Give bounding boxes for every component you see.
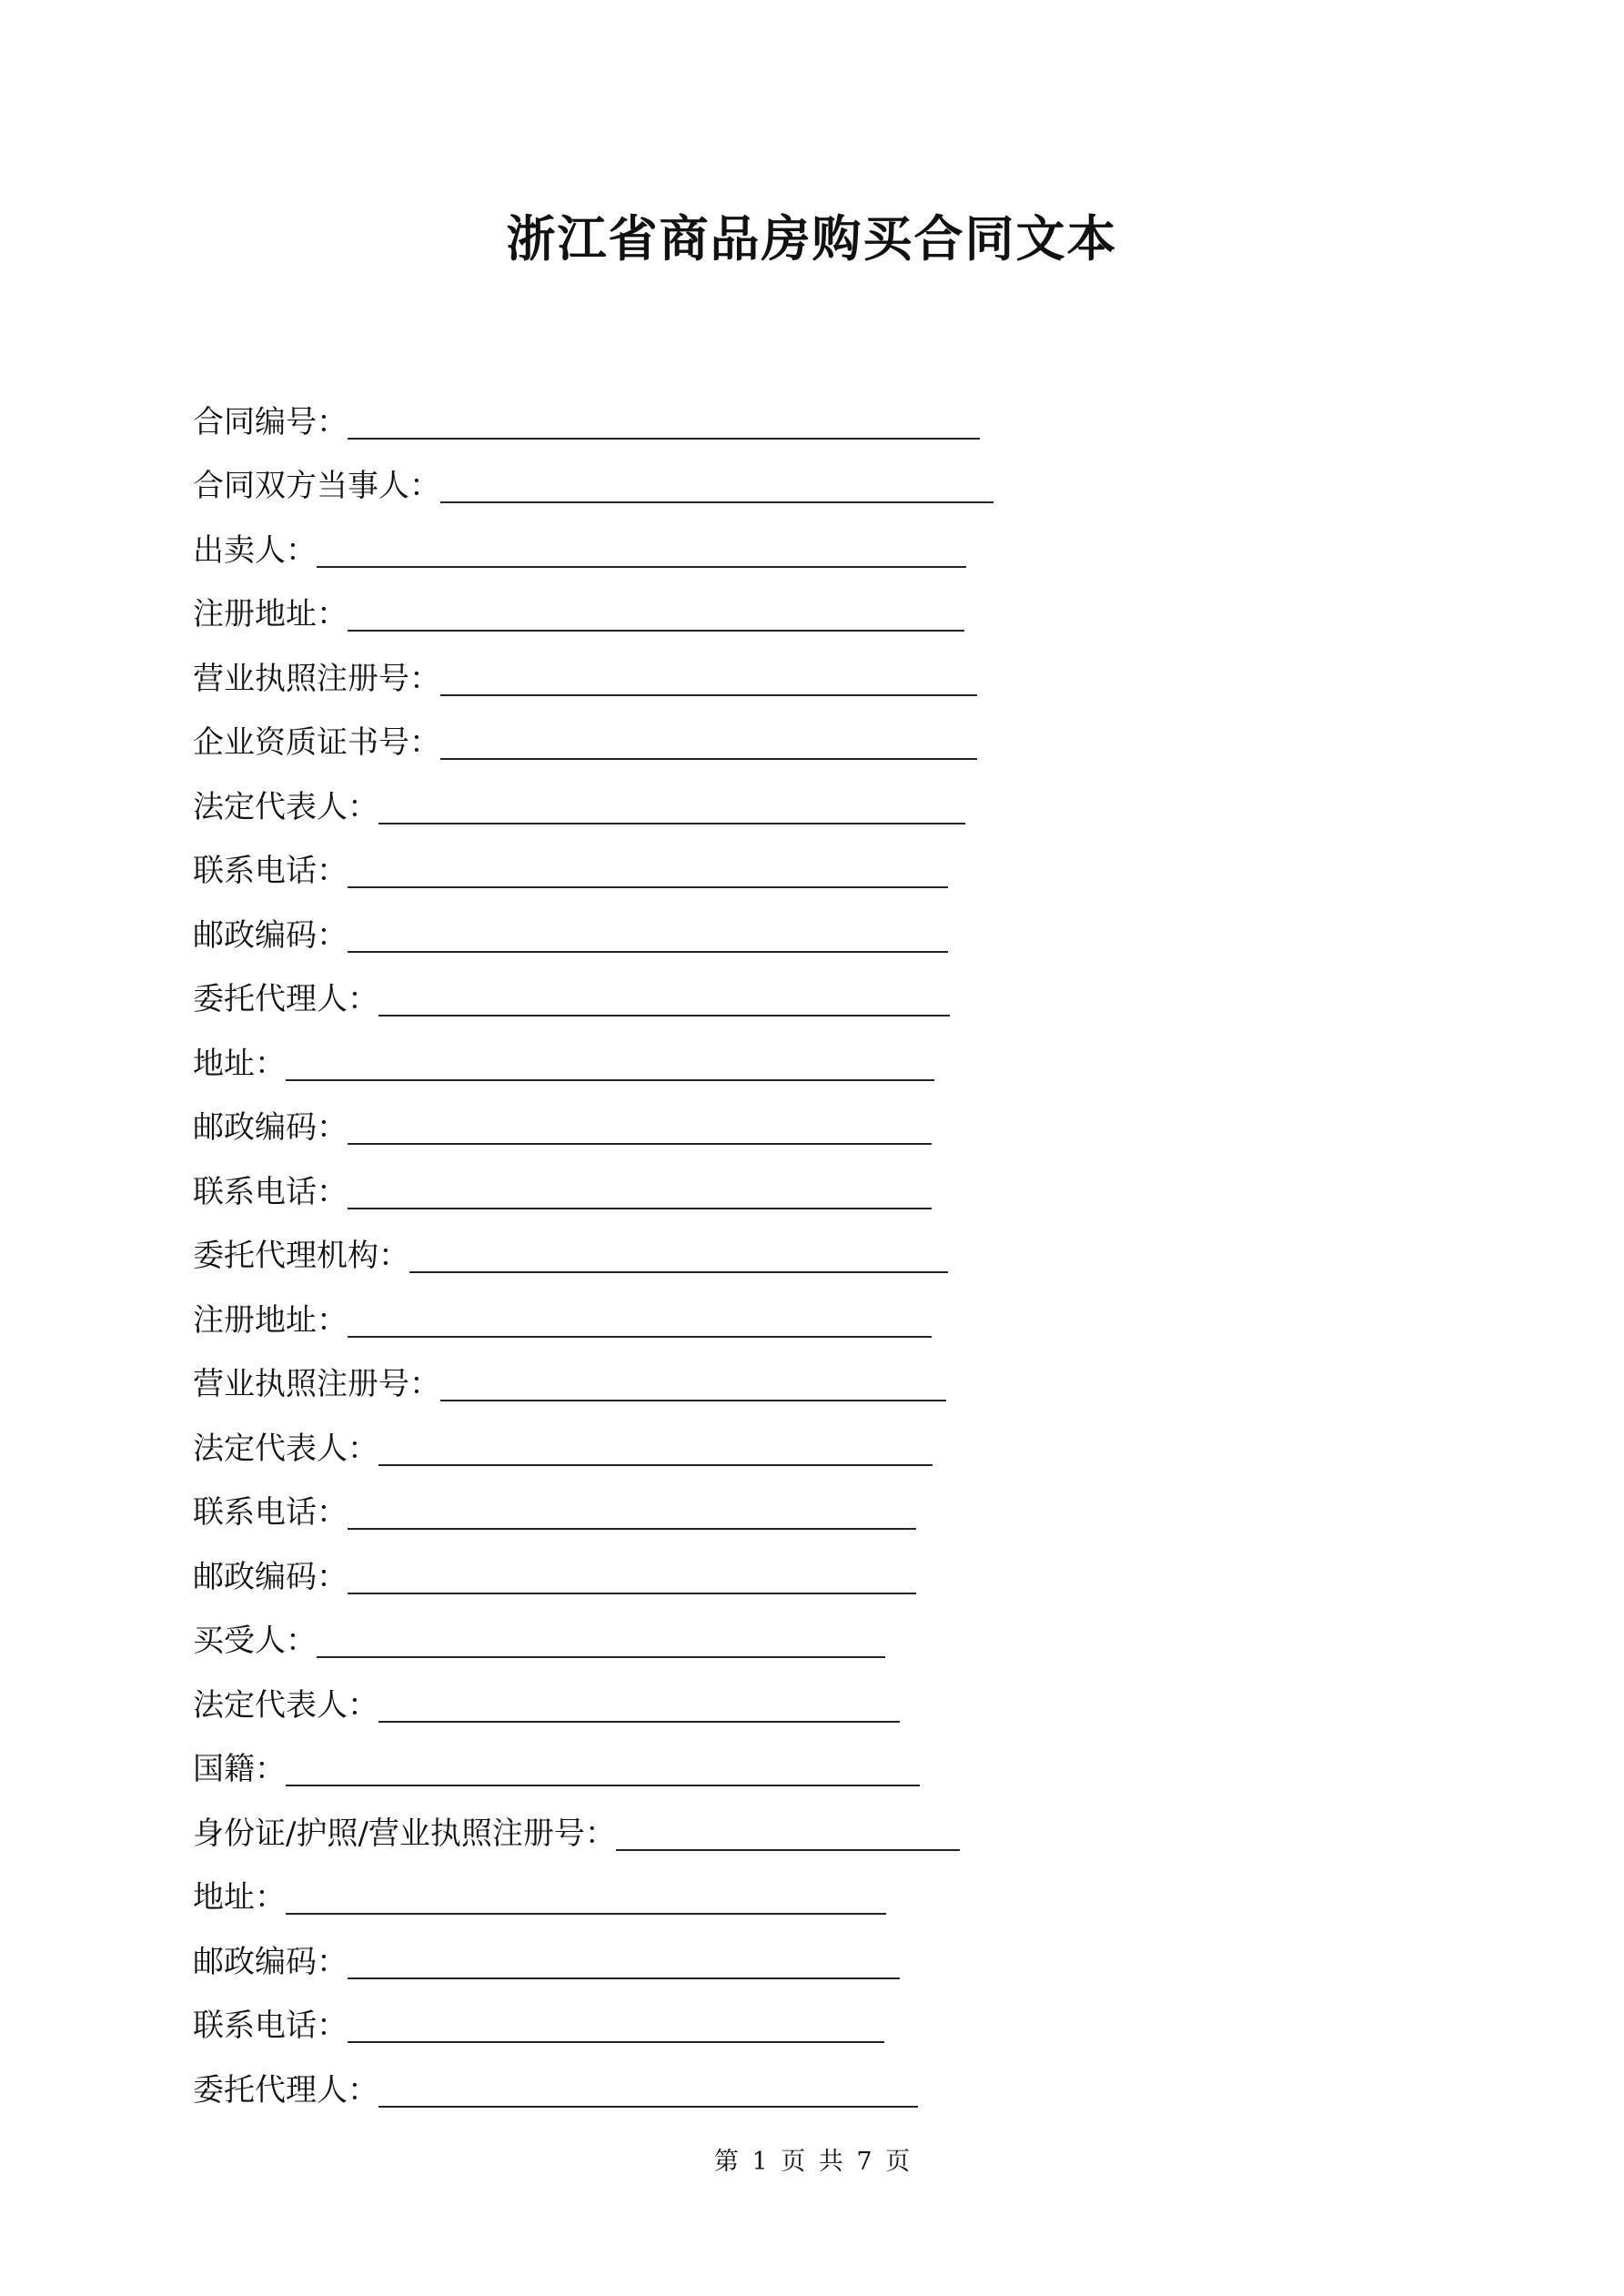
- field-buyer-agent: [193, 2048, 1467, 2113]
- blank-line-input[interactable]: [348, 1495, 916, 1530]
- field-buyer-phone: [193, 1985, 1467, 2049]
- field-agency-legal-representative: [193, 1407, 1467, 1472]
- field-agency: [193, 1215, 1467, 1279]
- field-label: 法定代表人：: [193, 788, 378, 825]
- blank-line-input[interactable]: [348, 1560, 916, 1594]
- blank-line-input[interactable]: [378, 1688, 900, 1723]
- blank-line-input[interactable]: [286, 1752, 920, 1786]
- field-agency-phone: [193, 1472, 1467, 1536]
- field-seller-phone: [193, 830, 1467, 895]
- field-agency-license-number: [193, 1343, 1467, 1408]
- field-seller-agent: [193, 958, 1467, 1023]
- field-label: 注册地址：: [193, 1301, 348, 1339]
- field-seller-registered-address: [193, 573, 1467, 638]
- blank-line-input[interactable]: [378, 790, 965, 824]
- blank-line-input[interactable]: [348, 2008, 884, 2043]
- field-contract-parties: [193, 445, 1467, 510]
- field-label: 邮政编码：: [193, 916, 348, 954]
- blank-line-input[interactable]: [348, 405, 980, 440]
- field-label: 注册地址：: [193, 596, 348, 632]
- field-label: 邮政编码：: [193, 1943, 348, 1980]
- blank-line-input[interactable]: [348, 1945, 900, 1979]
- blank-line-input[interactable]: [378, 1431, 933, 1466]
- field-label: 委托代理人：: [193, 2071, 378, 2109]
- blank-line-input[interactable]: [440, 662, 977, 696]
- field-label: 法定代表人：: [193, 1686, 378, 1724]
- blank-line-input[interactable]: [317, 533, 966, 568]
- field-label: 联系电话：: [193, 2008, 348, 2044]
- field-buyer-postcode: [193, 1920, 1467, 1985]
- blank-line-input[interactable]: [348, 1303, 932, 1338]
- field-label: 企业资质证书号：: [193, 724, 440, 761]
- blank-line-input[interactable]: [440, 1367, 946, 1401]
- blank-line-input[interactable]: [440, 469, 994, 503]
- field-seller-postcode: [193, 894, 1467, 958]
- field-label: 营业执照注册号：: [193, 1366, 440, 1402]
- party-info-form: [193, 380, 1467, 2113]
- field-seller-license-number: [193, 637, 1467, 702]
- field-seller-legal-representative: [193, 765, 1467, 830]
- field-label: 邮政编码：: [193, 1558, 348, 1595]
- field-agency-postcode: [193, 1535, 1467, 1600]
- blank-line-input[interactable]: [348, 1110, 932, 1145]
- blank-line-input[interactable]: [378, 2073, 918, 2108]
- field-contract-number: [193, 380, 1467, 445]
- field-agency-registered-address: [193, 1279, 1467, 1343]
- field-label: 地址：: [193, 1879, 286, 1916]
- field-label: 法定代表人：: [193, 1430, 378, 1467]
- field-label: 身份证/护照/营业执照注册号：: [193, 1815, 616, 1852]
- field-label: 国籍：: [193, 1751, 286, 1787]
- blank-line-input[interactable]: [286, 1880, 886, 1915]
- field-label: 联系电话：: [193, 1494, 348, 1531]
- blank-line-input[interactable]: [348, 918, 948, 953]
- blank-line-input[interactable]: [616, 1816, 960, 1851]
- blank-line-input[interactable]: [348, 597, 964, 632]
- field-seller-agent-address: [193, 1022, 1467, 1087]
- field-buyer-legal-representative: [193, 1664, 1467, 1728]
- blank-line-input[interactable]: [286, 1047, 934, 1081]
- blank-line-input[interactable]: [348, 854, 948, 888]
- field-label: 出卖人：: [193, 531, 317, 569]
- field-buyer-address: [193, 1856, 1467, 1921]
- field-label: 买受人：: [193, 1623, 317, 1659]
- blank-line-input[interactable]: [378, 982, 950, 1017]
- field-label: 联系电话：: [193, 1173, 348, 1210]
- field-label: 联系电话：: [193, 853, 348, 889]
- field-buyer-nationality: [193, 1728, 1467, 1793]
- field-buyer: [193, 1600, 1467, 1664]
- blank-line-input[interactable]: [317, 1623, 885, 1658]
- field-seller-agent-phone: [193, 1150, 1467, 1215]
- field-label: 合同双方当事人：: [193, 468, 440, 504]
- blank-line-input[interactable]: [440, 725, 977, 760]
- field-buyer-id-number: [193, 1792, 1467, 1856]
- field-label: 邮政编码：: [193, 1109, 348, 1146]
- blank-line-input[interactable]: [348, 1175, 932, 1209]
- field-seller: [193, 509, 1467, 573]
- field-seller-qualification-number: [193, 702, 1467, 766]
- document-title: 浙江省商品房购买合同文本: [506, 209, 1118, 268]
- blank-line-input[interactable]: [409, 1239, 948, 1273]
- field-label: 营业执照注册号：: [193, 660, 440, 697]
- page-number-footer: 第 1 页 共 7 页: [713, 2148, 911, 2176]
- field-seller-agent-postcode: [193, 1087, 1467, 1151]
- field-label: 合同编号：: [193, 403, 348, 440]
- field-label: 委托代理人：: [193, 981, 378, 1017]
- field-label: 委托代理机构：: [193, 1238, 409, 1274]
- field-label: 地址：: [193, 1045, 286, 1082]
